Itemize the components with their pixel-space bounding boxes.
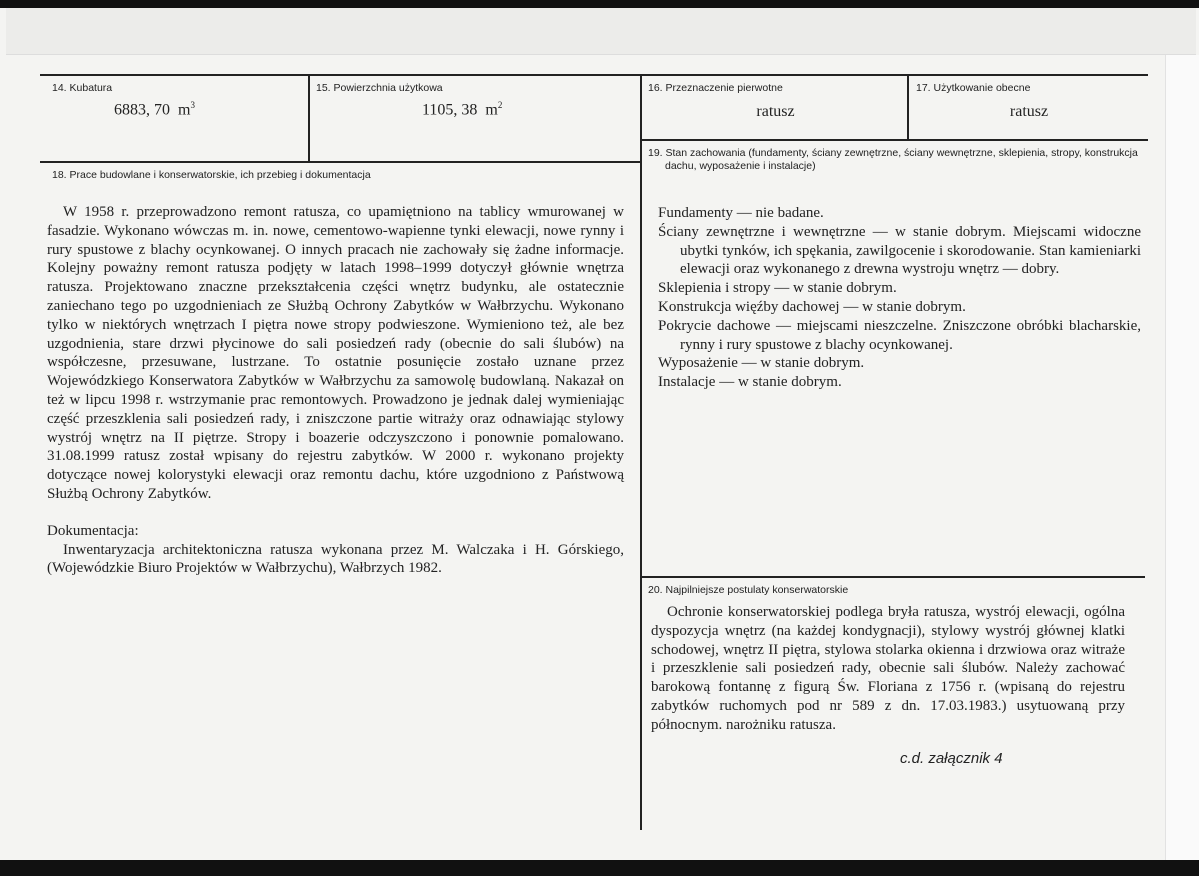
condition-item: Wyposażenie — w stanie dobrym. bbox=[658, 355, 865, 372]
divider-14-15 bbox=[308, 74, 310, 163]
works-text: W 1958 r. przeprowadzono remont ratusza, co upamiętniono na tablicy wmurowanej w fasadzie. Wykonano wówczas m. in. nowe, cementowo-wapienne tynki elewacji, nowe rynny i rury spustowe z blachy ocynkowanej. O innych pracach nie zachowały się żadne informacje. Kolejny poważny remont ratusza podjęty w latach 1998–1999 dotyczył głównie wnętrza ratusza. Projektowano znaczne przekształcenia części wnętrz budynku, ale ostatecznie zaniechano tego po uzgodnieniach ze Służbą Ochrony Zabytków w Wałbrzychu. Wykonano tylko w niektórych wnętrzach I piętra nowe stropy podwieszone. Wymieniono też, ale bez uzgodnienia, stare drzwi płycinowe do sali posiedzeń rady (obecnie do sali ślubów) na współczesne, przesuwane, lustrzane. To ostatnie posunięcie zostało uznane przez Wojewódzkiego Konserwatora Zabytków w Wałbrzychu za samowolę budowlaną. Nakazał on też w lipcu 1998 r. wstrzymanie prac remontowych. Prowadzono je jednak dalej wymieniając część przeszklenia sali posiedzeń rady, i zniszczone partie witraży oraz odnawiając stylowy wystrój wnętrz na II piętrze. Stropy i boazerie odczyszczono i ponownie pomalowano. 31.08.1999 ratusz został wpisany do rejestru zabytków. W 2000 r. wykonano projekty dotyczące nowej kolorystyki elewacji oraz remontu dachu, które uzgodniono z Państwową Służbą Ochrony Zabytków. bbox=[47, 204, 624, 502]
field-16-value: ratusz bbox=[756, 103, 795, 120]
field-20-body bbox=[651, 603, 1125, 735]
condition-item: Konstrukcja więźby dachowej — w stanie dobrym. bbox=[658, 298, 966, 315]
field-18-label: 18. Prace budowlane i konserwatorskie, ich przebieg i dokumentacja bbox=[52, 169, 371, 181]
field-14-value: 6883, 70 $m^3$ bbox=[114, 100, 195, 119]
documentation-text: Inwentaryzacja architektoniczna ratusza wykonana przez M. Walczaka i H. Górskiego, (Wojewódzkie Biuro Projektów w Wałbrzychu), Wałbrzych 1982. bbox=[47, 541, 624, 577]
rule-19 bbox=[640, 139, 1148, 141]
condition-item: Ściany zewnętrzne i wewnętrzne — w stanie dobrym. Miejscami widoczne ubytki tynków, ich spękania, zawilgocenie i skorodowanie. Stan kamieniarki elewacji oraz wykonanego z drewna wystroju wnętrz — dobry. bbox=[658, 223, 1141, 278]
field-18-body bbox=[47, 203, 624, 578]
right-sheet-edge bbox=[1165, 55, 1199, 860]
field-17-label: 17. Użytkowanie obecne bbox=[916, 82, 1031, 94]
condition-item: Instalacje — w stanie dobrym. bbox=[658, 374, 842, 391]
field-17-value: ratusz bbox=[1009, 103, 1049, 120]
field-15-value: 1105, 38 $m^2$ bbox=[422, 100, 503, 119]
condition-item: Sklepienia i stropy — w stanie dobrym. bbox=[658, 280, 897, 297]
field-19-label: 19. Stan zachowania (fundamenty, ściany zewnętrzne, ściany wewnętrzne, sklepienia, stropy, konstrukcja dachu, wyposażenie i instalacje) bbox=[648, 147, 1138, 172]
divider-main bbox=[640, 74, 642, 830]
field-15-label: 15. Powierzchnia użytkowa bbox=[316, 82, 443, 94]
field-19-body bbox=[658, 204, 1141, 392]
rule-top bbox=[40, 74, 1148, 76]
field-20-label: 20. Najpilniejsze postulaty konserwatorskie bbox=[648, 584, 849, 596]
field-16-label: 16. Przeznaczenie pierwotne bbox=[648, 82, 783, 94]
underlying-sheet-edge bbox=[6, 8, 1196, 55]
rule-18 bbox=[40, 161, 642, 163]
continuation-note: c.d. załącznik 4 bbox=[900, 750, 1003, 767]
condition-item: Pokrycie dachowe — miejscami nieszczelne. Zniszczone obróbki blacharskie, rynny i rury spustowe z blachy ocynkowanej. bbox=[658, 317, 1141, 353]
condition-item: Fundamenty — nie badane. bbox=[658, 205, 824, 221]
rule-20 bbox=[640, 576, 1145, 578]
documentation-heading: Dokumentacja: bbox=[47, 522, 139, 539]
postulates-text: Ochronie konserwatorskiej podlega bryła ratusza, wystrój elewacji, ogólna dyspozycja wnętrz (na każdej kondygnacji), stylowy wystrój głównej klatki schodowej, wnętrz II piętra, stylowa stolarka okienna i drzwiowa oraz witraże i przeszklenie sali posiedzeń rady, obecnie sali ślubów. Należy zachować barokową fontannę z figurą Św. Floriana z 1756 r. (wpisaną do rejestru zabytków ruchomych pod nr 589 z dn. 17.03.1983.) usytuowaną przy północnym. narożniku ratusza. bbox=[651, 604, 1125, 733]
field-14-label: 14. Kubatura bbox=[52, 82, 113, 94]
